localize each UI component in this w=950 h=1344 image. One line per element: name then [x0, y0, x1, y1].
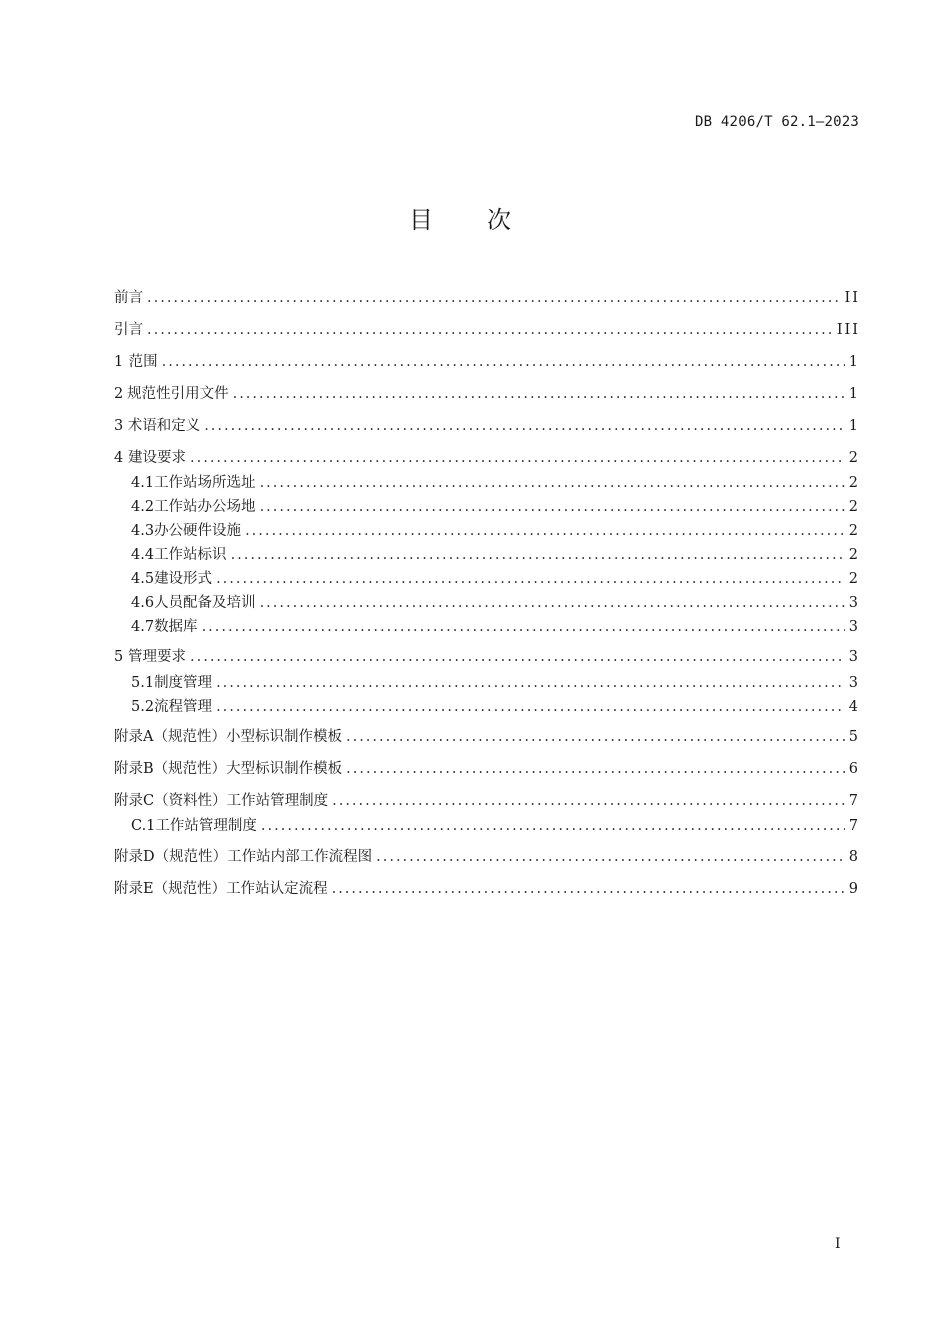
toc-entry-label: 大型标识制作模板 [226, 761, 343, 777]
toc-leader-dots [216, 696, 845, 718]
toc-leader-dots [233, 383, 845, 405]
toc-entry[interactable] [114, 319, 860, 341]
toc-entry[interactable] [131, 496, 860, 518]
toc-entry-page: 7 [848, 818, 860, 834]
toc-entry[interactable] [114, 646, 860, 668]
toc-entry-page: 3 [848, 595, 860, 611]
toc-entry[interactable] [114, 790, 860, 812]
toc-entry[interactable] [114, 878, 860, 900]
page-number: I [835, 1236, 841, 1252]
toc-entry-number: 附录E（规范性） [114, 881, 227, 897]
page-title: 目次 [409, 206, 565, 234]
toc-leader-dots [376, 846, 845, 868]
toc-entry-number: 4.1 [131, 475, 155, 491]
toc-entry[interactable] [131, 815, 860, 837]
toc-leader-dots [204, 415, 845, 437]
toc-entry[interactable] [131, 672, 860, 694]
toc-entry-label: 工作站管理制度 [226, 793, 329, 809]
toc-leader-dots [216, 568, 845, 590]
toc-leader-dots [346, 758, 845, 780]
toc-leader-dots [332, 878, 845, 900]
toc-entry-label: 制度管理 [154, 675, 213, 691]
toc-entry-label: 流程管理 [154, 699, 213, 715]
toc-leader-dots [216, 672, 845, 694]
toc-entry-page: 2 [848, 571, 860, 587]
toc-entry[interactable] [114, 447, 860, 469]
toc-entry-number: 1 [114, 354, 124, 370]
toc-entry[interactable] [114, 846, 860, 868]
toc-entry-label: 工作站办公场地 [154, 499, 256, 515]
toc-entry[interactable] [131, 544, 860, 566]
toc-entry-page: 2 [848, 475, 860, 491]
toc-entry-number: 附录A（规范性） [114, 729, 226, 745]
toc-leader-dots [260, 496, 845, 518]
toc-entry-label: 引言 [114, 322, 143, 338]
toc-entry-number: 4.3 [131, 523, 155, 539]
toc-entry-number: 5.1 [131, 675, 155, 691]
toc-entry-label: 工作站标识 [154, 547, 227, 563]
toc-entry-page: 3 [848, 619, 860, 635]
toc-entry[interactable] [131, 520, 860, 542]
toc-leader-dots [261, 815, 845, 837]
toc-leader-dots [190, 646, 845, 668]
toc-entry-label: 办公硬件设施 [154, 523, 242, 539]
toc-entry[interactable] [131, 592, 860, 614]
toc-entry-number: 4 [114, 450, 124, 466]
toc-entry-number: 5 [114, 649, 124, 665]
toc-entry[interactable] [114, 383, 860, 405]
toc-entry[interactable] [114, 726, 860, 748]
toc-entry[interactable] [114, 758, 860, 780]
toc-entry-page: 2 [848, 450, 860, 466]
toc-leader-dots [202, 616, 845, 638]
toc-entry-page: 2 [848, 523, 860, 539]
toc-entry-page: 3 [848, 649, 860, 665]
toc-entry-page: 6 [848, 761, 860, 777]
toc-entry-label: 建设形式 [154, 571, 213, 587]
toc-entry-number: 4.2 [131, 499, 155, 515]
toc-entry-label: 规范性引用文件 [127, 386, 229, 402]
toc-entry-label: 管理要求 [128, 649, 186, 665]
toc-entry[interactable] [131, 568, 860, 590]
toc-entry-page: 1 [848, 418, 860, 434]
toc-entry[interactable] [114, 351, 860, 373]
toc-entry[interactable] [131, 696, 860, 718]
toc-entry-number: 4.7 [131, 619, 155, 635]
toc-entry-label: 建设要求 [128, 450, 186, 466]
toc-entry-number: 3 [114, 418, 124, 434]
toc-entry-number: 2 [114, 386, 124, 402]
toc-entry-number: 附录D（规范性） [114, 849, 228, 865]
toc-leader-dots [245, 520, 845, 542]
toc-entry-label: 数据库 [154, 619, 198, 635]
toc-entry[interactable] [131, 616, 860, 638]
toc-entry-page: II [844, 290, 860, 306]
toc-entry-page: 2 [848, 547, 860, 563]
toc-entry-label: 范围 [128, 354, 158, 370]
toc-entry-label: 工作站场所选址 [154, 475, 256, 491]
document-code: DB 4206/T 62.1—2023 [695, 114, 859, 130]
toc-entry-page: 1 [848, 386, 860, 402]
toc-leader-dots [147, 319, 833, 341]
toc-leader-dots [332, 790, 845, 812]
toc-leader-dots [147, 287, 841, 309]
toc-entry[interactable] [114, 287, 860, 309]
toc-entry-label: 工作站内部工作流程图 [227, 849, 373, 865]
toc-entry-label: 小型标识制作模板 [225, 729, 342, 745]
toc-entry-number: 5.2 [131, 699, 155, 715]
toc-entry-page: 1 [848, 354, 860, 370]
toc-entry-number: 4.4 [131, 547, 155, 563]
toc-entry-number: C.1 [131, 818, 156, 834]
toc-leader-dots [231, 544, 845, 566]
toc-entry-label: 工作站管理制度 [155, 818, 257, 834]
toc-entry-number: 4.5 [131, 571, 155, 587]
toc-entry-label: 术语和定义 [127, 418, 201, 434]
toc-entry-page: III [836, 322, 860, 338]
toc-leader-dots [260, 472, 845, 494]
toc-entry-label: 前言 [114, 290, 143, 306]
toc-entry[interactable] [131, 472, 860, 494]
toc-entry-number: 4.6 [131, 595, 155, 611]
toc-entry-page: 8 [848, 849, 860, 865]
toc-entry-label: 工作站认定流程 [226, 881, 328, 897]
toc-entry-number: 附录B（规范性） [114, 761, 227, 777]
toc-leader-dots [346, 726, 845, 748]
toc-entry-page: 3 [848, 675, 860, 691]
toc-entry[interactable] [114, 415, 860, 437]
toc-entry-page: 4 [848, 699, 860, 715]
toc-entry-page: 9 [848, 881, 860, 897]
toc-entry-page: 5 [848, 729, 860, 745]
toc-entry-page: 2 [848, 499, 860, 515]
toc-leader-dots [260, 592, 845, 614]
toc-entry-label: 人员配备及培训 [154, 595, 256, 611]
toc-entry-page: 7 [848, 793, 860, 809]
toc-leader-dots [190, 447, 845, 469]
toc-leader-dots [162, 351, 845, 373]
toc-entry-number: 附录C（资料性） [114, 793, 227, 809]
